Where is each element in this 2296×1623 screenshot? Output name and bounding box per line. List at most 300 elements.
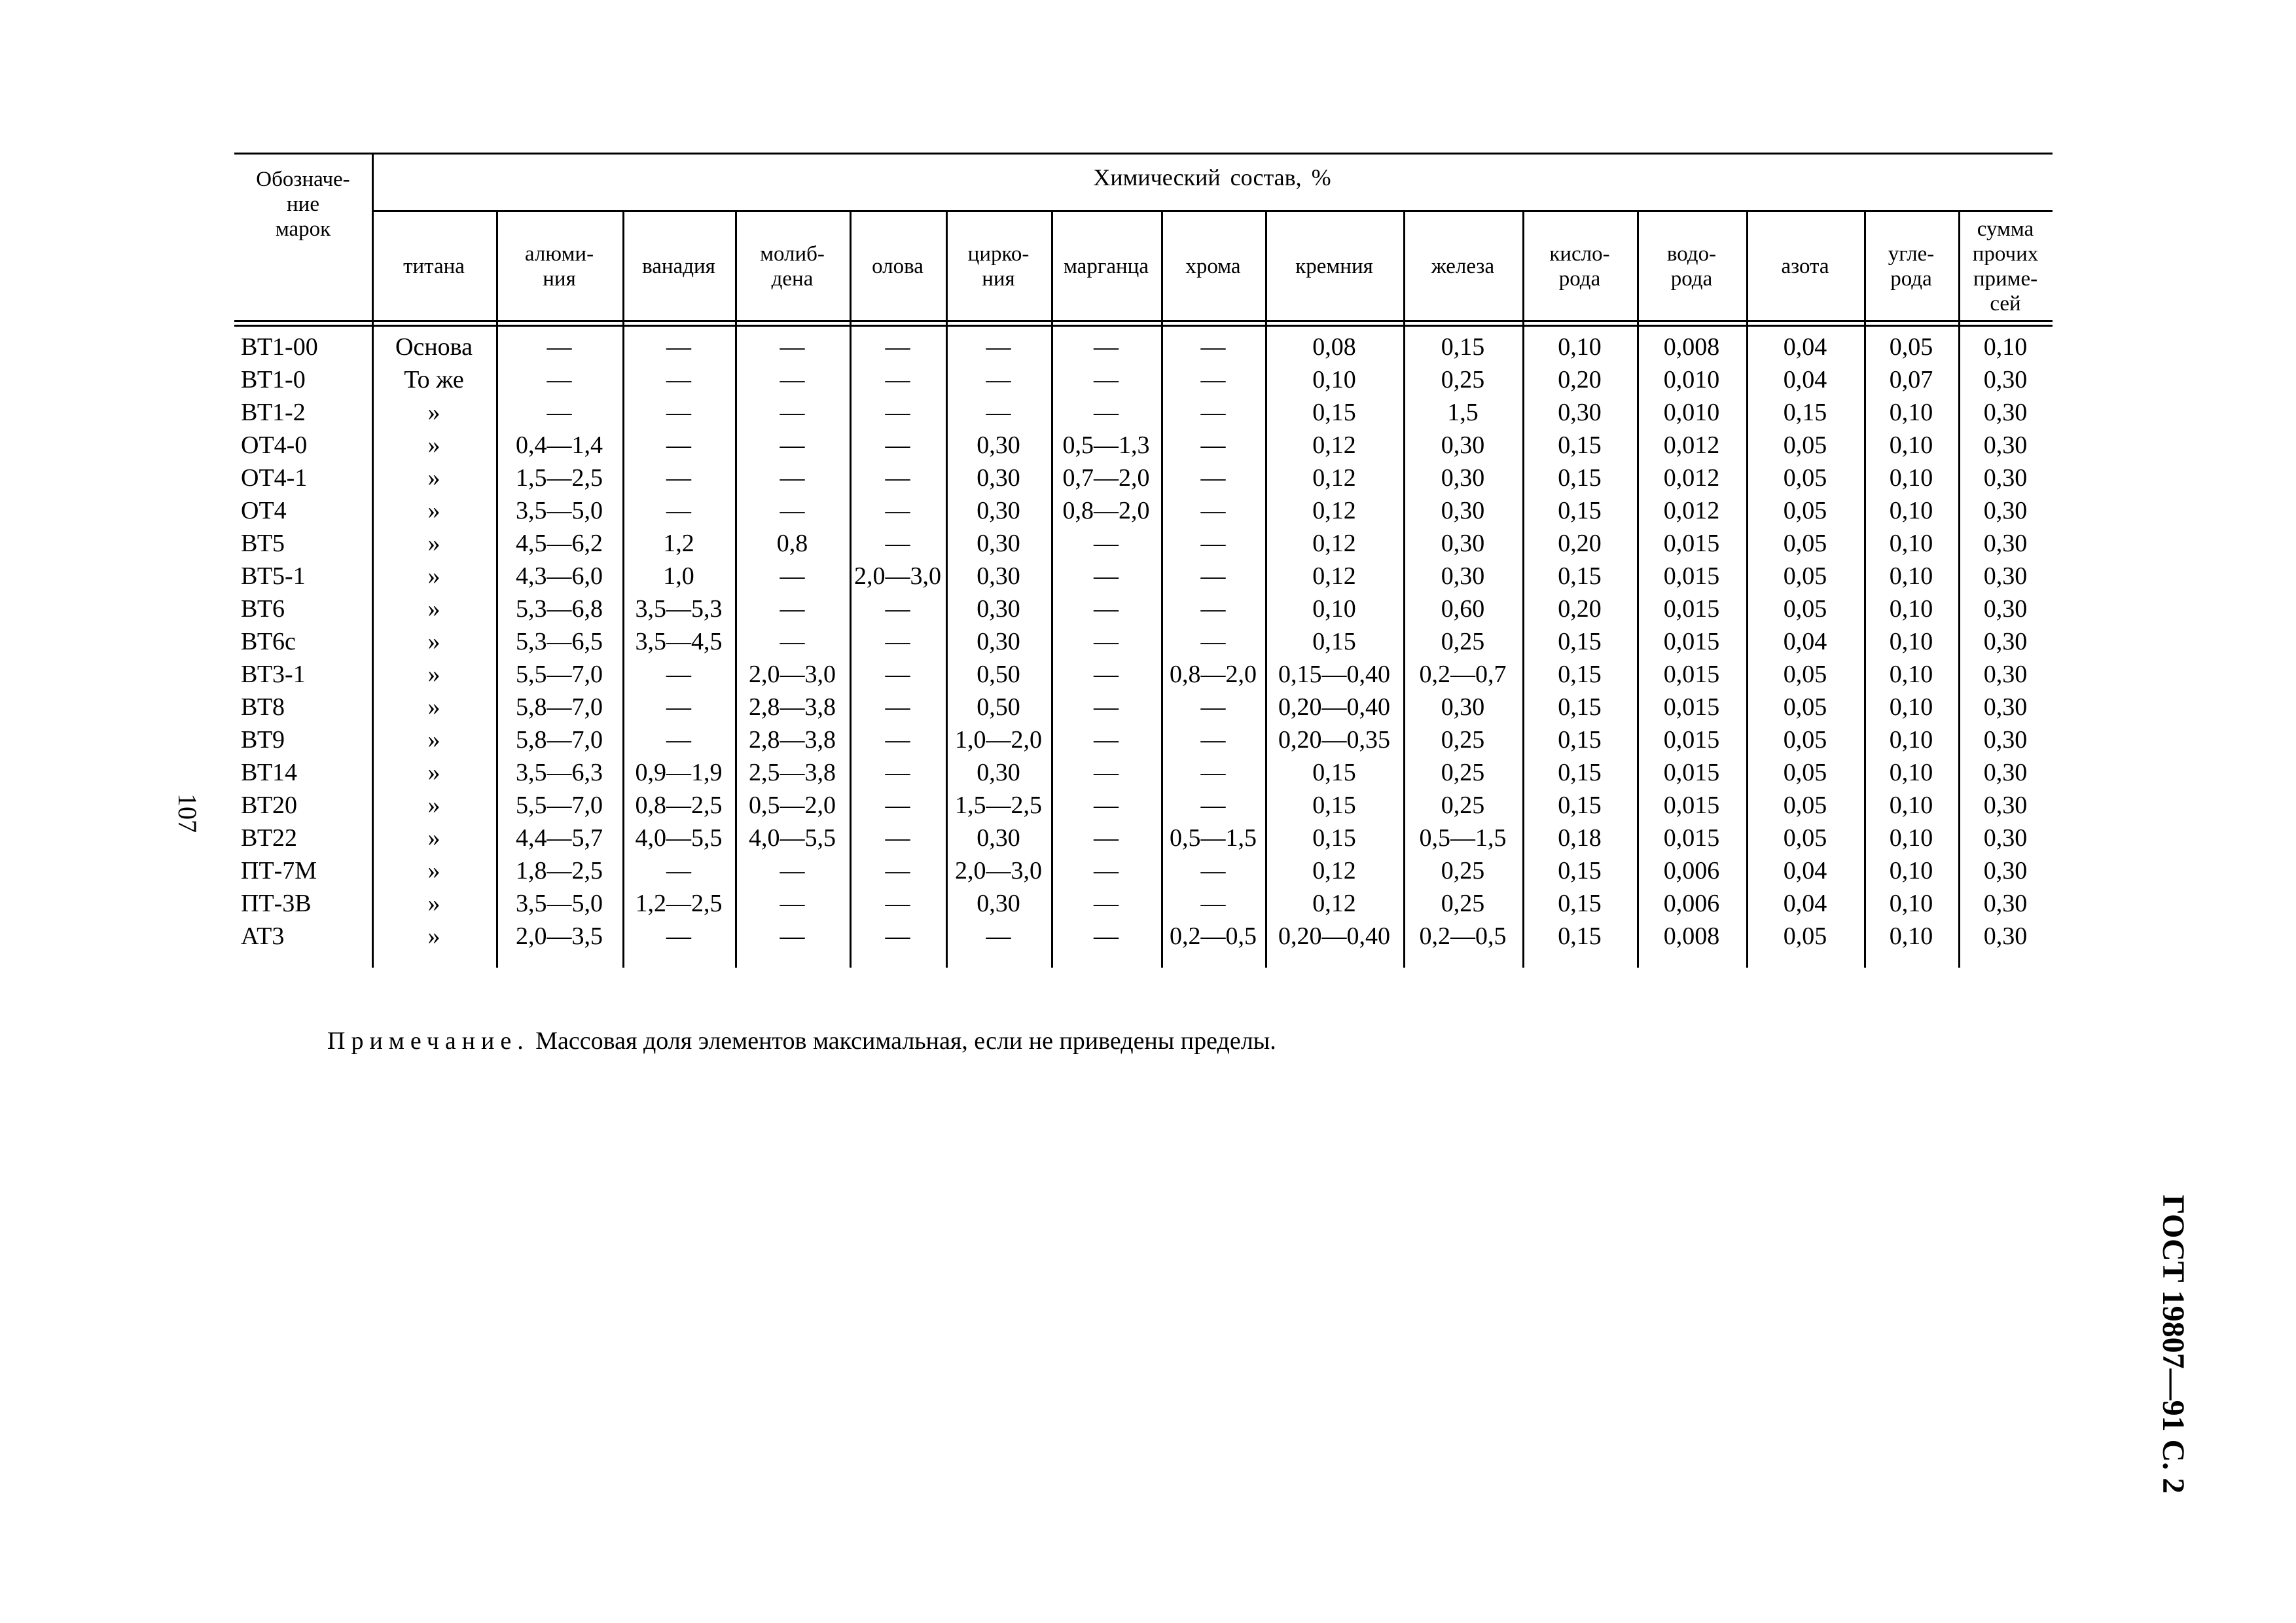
value-cell: 0,15 (1558, 792, 1602, 819)
value-cell: 0,15—0,40 (1278, 661, 1390, 688)
value-cell: 0,015 (1663, 693, 1720, 721)
value-cell: 0,015 (1663, 726, 1720, 754)
value-cell: 0,9—1,9 (635, 759, 723, 786)
value-cell: — (885, 333, 910, 361)
value-cell: 0,25 (1441, 759, 1485, 786)
value-cell: — (1200, 759, 1226, 786)
value-cell: — (1094, 922, 1119, 950)
value-cell: 0,25 (1441, 792, 1485, 819)
grade-cell: ВТ5-1 (241, 562, 306, 590)
column-divider (622, 210, 624, 968)
value-cell: 0,04 (1783, 890, 1827, 917)
table-row (234, 658, 2053, 691)
value-cell: 0,30 (1983, 661, 2028, 688)
value-cell: — (885, 595, 910, 623)
value-cell: 0,15 (1558, 922, 1602, 950)
grade-cell: ВТ6с (241, 628, 296, 655)
table-row (234, 363, 2053, 396)
column-header: кисло- рода (1549, 242, 1610, 291)
value-cell: 2,8—3,8 (749, 693, 836, 721)
value-cell: — (1200, 857, 1226, 884)
value-cell: » (427, 890, 440, 917)
column-header: водо- рода (1666, 242, 1717, 291)
value-cell: 0,012 (1663, 464, 1720, 492)
value-cell: 0,05 (1783, 792, 1827, 819)
value-cell: — (885, 464, 910, 492)
value-cell: 0,20 (1558, 595, 1602, 623)
value-cell: 1,5 (1447, 399, 1479, 426)
value-cell: 1,0 (663, 562, 694, 590)
value-cell: 0,30 (1441, 431, 1485, 459)
value-cell: — (666, 431, 691, 459)
value-cell: 3,5—4,5 (635, 628, 723, 655)
value-cell: — (666, 661, 691, 688)
value-cell: 0,015 (1663, 530, 1720, 557)
value-cell: — (1200, 497, 1226, 524)
value-cell: 0,15 (1558, 759, 1602, 786)
header-rule-lower (234, 325, 2053, 327)
column-divider (735, 210, 737, 968)
value-cell: 0,10 (1889, 759, 1933, 786)
value-cell: 0,30 (1983, 464, 2028, 492)
table-row (234, 822, 2053, 854)
column-divider (1403, 210, 1405, 968)
value-cell: 0,8—2,0 (1170, 661, 1257, 688)
value-cell: — (547, 333, 572, 361)
value-cell: 0,20 (1558, 366, 1602, 393)
column-header: олова (872, 254, 924, 278)
composition-table (234, 153, 2053, 968)
value-cell: 0,30 (1983, 366, 2028, 393)
value-cell: — (1200, 726, 1226, 754)
value-cell: — (1094, 792, 1119, 819)
column-divider (496, 210, 498, 968)
column-header: ванадия (642, 254, 715, 278)
running-header: ГОСТ 19807—91 С. 2 (2156, 1194, 2191, 1494)
table-row (234, 527, 2053, 560)
value-cell: 0,05 (1783, 661, 1827, 688)
value-cell: » (427, 857, 440, 884)
value-cell: » (427, 628, 440, 655)
value-cell: — (986, 922, 1011, 950)
value-cell: Основа (395, 333, 473, 361)
value-cell: — (666, 857, 691, 884)
value-cell: 0,15 (1558, 890, 1602, 917)
value-cell: 0,012 (1663, 431, 1720, 459)
value-cell: 0,30 (1983, 431, 2028, 459)
value-cell: 0,006 (1663, 857, 1720, 884)
value-cell: 0,18 (1558, 824, 1602, 852)
value-cell: » (427, 759, 440, 786)
table-top-rule (234, 153, 2053, 155)
column-header: азота (1781, 254, 1829, 278)
value-cell: — (1094, 399, 1119, 426)
value-cell: 0,05 (1783, 759, 1827, 786)
value-cell: 0,07 (1889, 366, 1933, 393)
value-cell: — (885, 792, 910, 819)
column-divider (1161, 210, 1163, 968)
value-cell: 0,8 (776, 530, 808, 557)
value-cell: » (427, 726, 440, 754)
value-cell: 0,04 (1783, 366, 1827, 393)
value-cell: 1,2—2,5 (635, 890, 723, 917)
value-cell: — (1094, 530, 1119, 557)
value-cell: — (780, 366, 805, 393)
value-cell: — (780, 464, 805, 492)
value-cell: — (885, 497, 910, 524)
value-cell: 0,8—2,5 (635, 792, 723, 819)
value-cell: 0,20—0,40 (1278, 693, 1390, 721)
value-cell: 0,10 (1889, 562, 1933, 590)
column-divider (1864, 210, 1866, 968)
column-header: железа (1431, 254, 1495, 278)
value-cell: — (885, 693, 910, 721)
value-cell: — (666, 693, 691, 721)
value-cell: — (885, 530, 910, 557)
value-cell: 0,15 (1783, 399, 1827, 426)
value-cell: 0,50 (977, 661, 1020, 688)
value-cell: 0,30 (1983, 759, 2028, 786)
value-cell: — (1200, 693, 1226, 721)
value-cell: 0,15 (1312, 792, 1356, 819)
value-cell: — (1200, 431, 1226, 459)
value-cell: 0,015 (1663, 661, 1720, 688)
value-cell: — (666, 399, 691, 426)
value-cell: 0,30 (1558, 399, 1602, 426)
value-cell: 5,5—7,0 (516, 661, 603, 688)
value-cell: — (1094, 693, 1119, 721)
value-cell: 0,04 (1783, 857, 1827, 884)
value-cell: 0,05 (1783, 824, 1827, 852)
value-cell: 0,15 (1558, 693, 1602, 721)
value-cell: 0,04 (1783, 333, 1827, 361)
value-cell: 0,20—0,35 (1278, 726, 1390, 754)
value-cell: — (547, 366, 572, 393)
value-cell: » (427, 595, 440, 623)
value-cell: 2,0—3,0 (955, 857, 1042, 884)
value-cell: 3,5—5,0 (516, 497, 603, 524)
value-cell: 0,30 (1441, 693, 1485, 721)
value-cell: 0,15 (1312, 399, 1356, 426)
table-row (234, 462, 2053, 494)
value-cell: 3,5—6,3 (516, 759, 603, 786)
value-cell: — (1200, 890, 1226, 917)
value-cell: 0,2—0,5 (1170, 922, 1257, 950)
value-cell: — (1200, 333, 1226, 361)
value-cell: 0,05 (1783, 464, 1827, 492)
grade-cell: ОТ4 (241, 497, 287, 524)
value-cell: 0,008 (1663, 922, 1720, 950)
value-cell: 4,0—5,5 (635, 824, 723, 852)
value-cell: — (1200, 595, 1226, 623)
value-cell: 0,2—0,5 (1419, 922, 1507, 950)
value-cell: 0,30 (1983, 399, 2028, 426)
value-cell: — (885, 661, 910, 688)
grade-cell: ВТ8 (241, 693, 285, 721)
value-cell: — (1094, 890, 1119, 917)
value-cell: 1,2 (663, 530, 694, 557)
value-cell: — (780, 562, 805, 590)
value-cell: 0,30 (1983, 792, 2028, 819)
grade-cell: ВТ22 (241, 824, 298, 852)
grade-cell: ВТ1-00 (241, 333, 318, 361)
column-header: молиб- дена (760, 242, 825, 291)
grade-cell: ВТ3-1 (241, 661, 306, 688)
value-cell: 0,5—1,3 (1062, 431, 1150, 459)
grade-cell: АТ3 (241, 922, 285, 950)
value-cell: 0,10 (1889, 857, 1933, 884)
value-cell: — (885, 366, 910, 393)
value-cell: — (1094, 595, 1119, 623)
value-cell: 0,25 (1441, 726, 1485, 754)
value-cell: — (780, 857, 805, 884)
table-row (234, 920, 2053, 953)
value-cell: 0,05 (1783, 726, 1827, 754)
value-cell: — (1094, 726, 1119, 754)
value-cell: 0,10 (1889, 464, 1933, 492)
value-cell: — (1200, 530, 1226, 557)
column-divider (1522, 210, 1524, 968)
value-cell: — (780, 628, 805, 655)
value-cell: 0,15 (1558, 726, 1602, 754)
value-cell: — (666, 366, 691, 393)
grade-cell: ВТ1-0 (241, 366, 306, 393)
value-cell: 1,0—2,0 (955, 726, 1042, 754)
value-cell: 0,15 (1558, 431, 1602, 459)
value-cell: — (1094, 333, 1119, 361)
value-cell: 0,15 (1558, 497, 1602, 524)
value-cell: 0,05 (1889, 333, 1933, 361)
value-cell: — (885, 922, 910, 950)
column-divider (1265, 210, 1267, 968)
page-number: 107 (173, 793, 202, 833)
value-cell: 0,30 (1441, 464, 1485, 492)
grade-cell: ВТ1-2 (241, 399, 306, 426)
value-cell: 5,5—7,0 (516, 792, 603, 819)
value-cell: » (427, 693, 440, 721)
value-cell: 0,010 (1663, 399, 1720, 426)
value-cell: 0,30 (977, 595, 1020, 623)
value-cell: » (427, 530, 440, 557)
column-divider (372, 153, 374, 968)
value-cell: 0,30 (1983, 530, 2028, 557)
value-cell: — (885, 857, 910, 884)
value-cell: 0,12 (1312, 530, 1356, 557)
value-cell: 0,05 (1783, 530, 1827, 557)
value-cell: 0,05 (1783, 693, 1827, 721)
value-cell: 0,10 (1312, 366, 1356, 393)
value-cell: 0,08 (1312, 333, 1356, 361)
value-cell: — (780, 497, 805, 524)
value-cell: 0,010 (1663, 366, 1720, 393)
value-cell: 0,12 (1312, 857, 1356, 884)
table-row (234, 789, 2053, 822)
value-cell: 0,15 (1558, 562, 1602, 590)
table-row (234, 429, 2053, 462)
value-cell: — (780, 922, 805, 950)
value-cell: — (780, 399, 805, 426)
value-cell: 0,015 (1663, 824, 1720, 852)
value-cell: — (666, 922, 691, 950)
value-cell: 0,15 (1558, 464, 1602, 492)
column-header: титана (403, 254, 465, 278)
column-divider (1958, 210, 1960, 968)
value-cell: 0,30 (1983, 562, 2028, 590)
value-cell: — (986, 333, 1011, 361)
value-cell: 0,05 (1783, 562, 1827, 590)
grade-cell: ПТ-3В (241, 890, 312, 917)
value-cell: 0,12 (1312, 431, 1356, 459)
table-row (234, 625, 2053, 658)
value-cell: 0,30 (977, 562, 1020, 590)
value-cell: — (1094, 661, 1119, 688)
value-cell: 0,8—2,0 (1062, 497, 1150, 524)
value-cell: 0,15 (1312, 628, 1356, 655)
grade-cell: ПТ-7М (241, 857, 317, 884)
value-cell: — (666, 464, 691, 492)
value-cell: 0,30 (977, 497, 1020, 524)
value-cell: — (1200, 792, 1226, 819)
value-cell: 2,8—3,8 (749, 726, 836, 754)
grade-cell: ВТ6 (241, 595, 285, 623)
value-cell: — (780, 431, 805, 459)
value-cell: 5,8—7,0 (516, 726, 603, 754)
value-cell: 0,015 (1663, 562, 1720, 590)
table-row (234, 691, 2053, 723)
value-cell: 0,15 (1558, 661, 1602, 688)
value-cell: » (427, 824, 440, 852)
value-cell: » (427, 661, 440, 688)
value-cell: » (427, 464, 440, 492)
value-cell: 0,20—0,40 (1278, 922, 1390, 950)
value-cell: 2,0—3,5 (516, 922, 603, 950)
column-header: алюми- ния (524, 242, 594, 291)
grade-cell: ВТ5 (241, 530, 285, 557)
column-header: угле- рода (1888, 242, 1935, 291)
value-cell: 0,30 (977, 890, 1020, 917)
value-cell: — (885, 431, 910, 459)
value-cell: 0,10 (1889, 530, 1933, 557)
value-cell: 0,015 (1663, 792, 1720, 819)
value-cell: 1,5—2,5 (955, 792, 1042, 819)
value-cell: 0,50 (977, 693, 1020, 721)
value-cell: 0,006 (1663, 890, 1720, 917)
value-cell: 0,10 (1889, 399, 1933, 426)
value-cell: 0,12 (1312, 562, 1356, 590)
note-lead: Примечание. (327, 1027, 529, 1055)
value-cell: 0,012 (1663, 497, 1720, 524)
value-cell: 0,30 (977, 759, 1020, 786)
value-cell: 5,3—6,8 (516, 595, 603, 623)
value-cell: 0,10 (1889, 595, 1933, 623)
value-cell: 0,4—1,4 (516, 431, 603, 459)
value-cell: 0,30 (977, 628, 1020, 655)
value-cell: » (427, 497, 440, 524)
value-cell: 0,10 (1889, 661, 1933, 688)
value-cell: 0,30 (977, 464, 1020, 492)
value-cell: — (1200, 562, 1226, 590)
value-cell: 4,5—6,2 (516, 530, 603, 557)
value-cell: 0,30 (1983, 922, 2028, 950)
value-cell: То же (404, 366, 464, 393)
value-cell: 4,4—5,7 (516, 824, 603, 852)
note-text: Массовая доля элементов максимальная, если не приведены пределы. (535, 1027, 1276, 1055)
column-header: сумма прочих приме- сей (1972, 217, 2039, 316)
table-note (327, 1027, 1276, 1055)
value-cell: 0,25 (1441, 857, 1485, 884)
value-cell: 1,8—2,5 (516, 857, 603, 884)
value-cell: 3,5—5,3 (635, 595, 723, 623)
value-cell: 0,12 (1312, 497, 1356, 524)
value-cell: 0,04 (1783, 628, 1827, 655)
column-divider (1746, 210, 1748, 968)
value-cell: 0,20 (1558, 530, 1602, 557)
value-cell: 0,10 (1889, 693, 1933, 721)
value-cell: — (1094, 562, 1119, 590)
column-divider (946, 210, 948, 968)
value-cell: — (666, 497, 691, 524)
value-cell: — (1094, 857, 1119, 884)
header-rule-upper (234, 320, 2053, 322)
value-cell: » (427, 562, 440, 590)
value-cell: — (1094, 759, 1119, 786)
value-cell: 0,30 (1983, 726, 2028, 754)
value-cell: 0,10 (1889, 726, 1933, 754)
value-cell: 0,7—2,0 (1062, 464, 1150, 492)
column-header: цирко- ния (967, 242, 1030, 291)
value-cell: 0,015 (1663, 595, 1720, 623)
value-cell: 3,5—5,0 (516, 890, 603, 917)
value-cell: 0,5—1,5 (1170, 824, 1257, 852)
value-cell: 0,12 (1312, 464, 1356, 492)
value-cell: 4,0—5,5 (749, 824, 836, 852)
value-cell: — (1200, 399, 1226, 426)
value-cell: 0,30 (1441, 497, 1485, 524)
value-cell: 0,15 (1558, 857, 1602, 884)
value-cell: — (885, 759, 910, 786)
value-cell: 0,10 (1889, 431, 1933, 459)
value-cell: — (986, 399, 1011, 426)
chemical-composition-header: Химический состав, % (1093, 164, 1331, 191)
value-cell: — (780, 890, 805, 917)
value-cell: 2,5—3,8 (749, 759, 836, 786)
value-cell: 0,30 (1441, 530, 1485, 557)
table-row (234, 331, 2053, 363)
value-cell: 0,2—0,7 (1419, 661, 1507, 688)
value-cell: 0,05 (1783, 497, 1827, 524)
grade-cell: ВТ14 (241, 759, 298, 786)
value-cell: 5,8—7,0 (516, 693, 603, 721)
value-cell: 0,5—2,0 (749, 792, 836, 819)
value-cell: 0,10 (1889, 628, 1933, 655)
value-cell: 0,10 (1889, 824, 1933, 852)
value-cell: 0,30 (977, 824, 1020, 852)
value-cell: 0,015 (1663, 628, 1720, 655)
value-cell: » (427, 431, 440, 459)
value-cell: — (1200, 366, 1226, 393)
value-cell: 0,60 (1441, 595, 1485, 623)
table-row (234, 396, 2053, 429)
value-cell: 0,15 (1441, 333, 1485, 361)
grade-column-header: Обозначе- ние марок (256, 168, 350, 241)
value-cell: 0,10 (1558, 333, 1602, 361)
value-cell: 0,05 (1783, 922, 1827, 950)
table-row (234, 756, 2053, 789)
value-cell: 0,25 (1441, 628, 1485, 655)
value-cell: 0,015 (1663, 759, 1720, 786)
value-cell: 0,5—1,5 (1419, 824, 1507, 852)
value-cell: 0,30 (1983, 693, 2028, 721)
